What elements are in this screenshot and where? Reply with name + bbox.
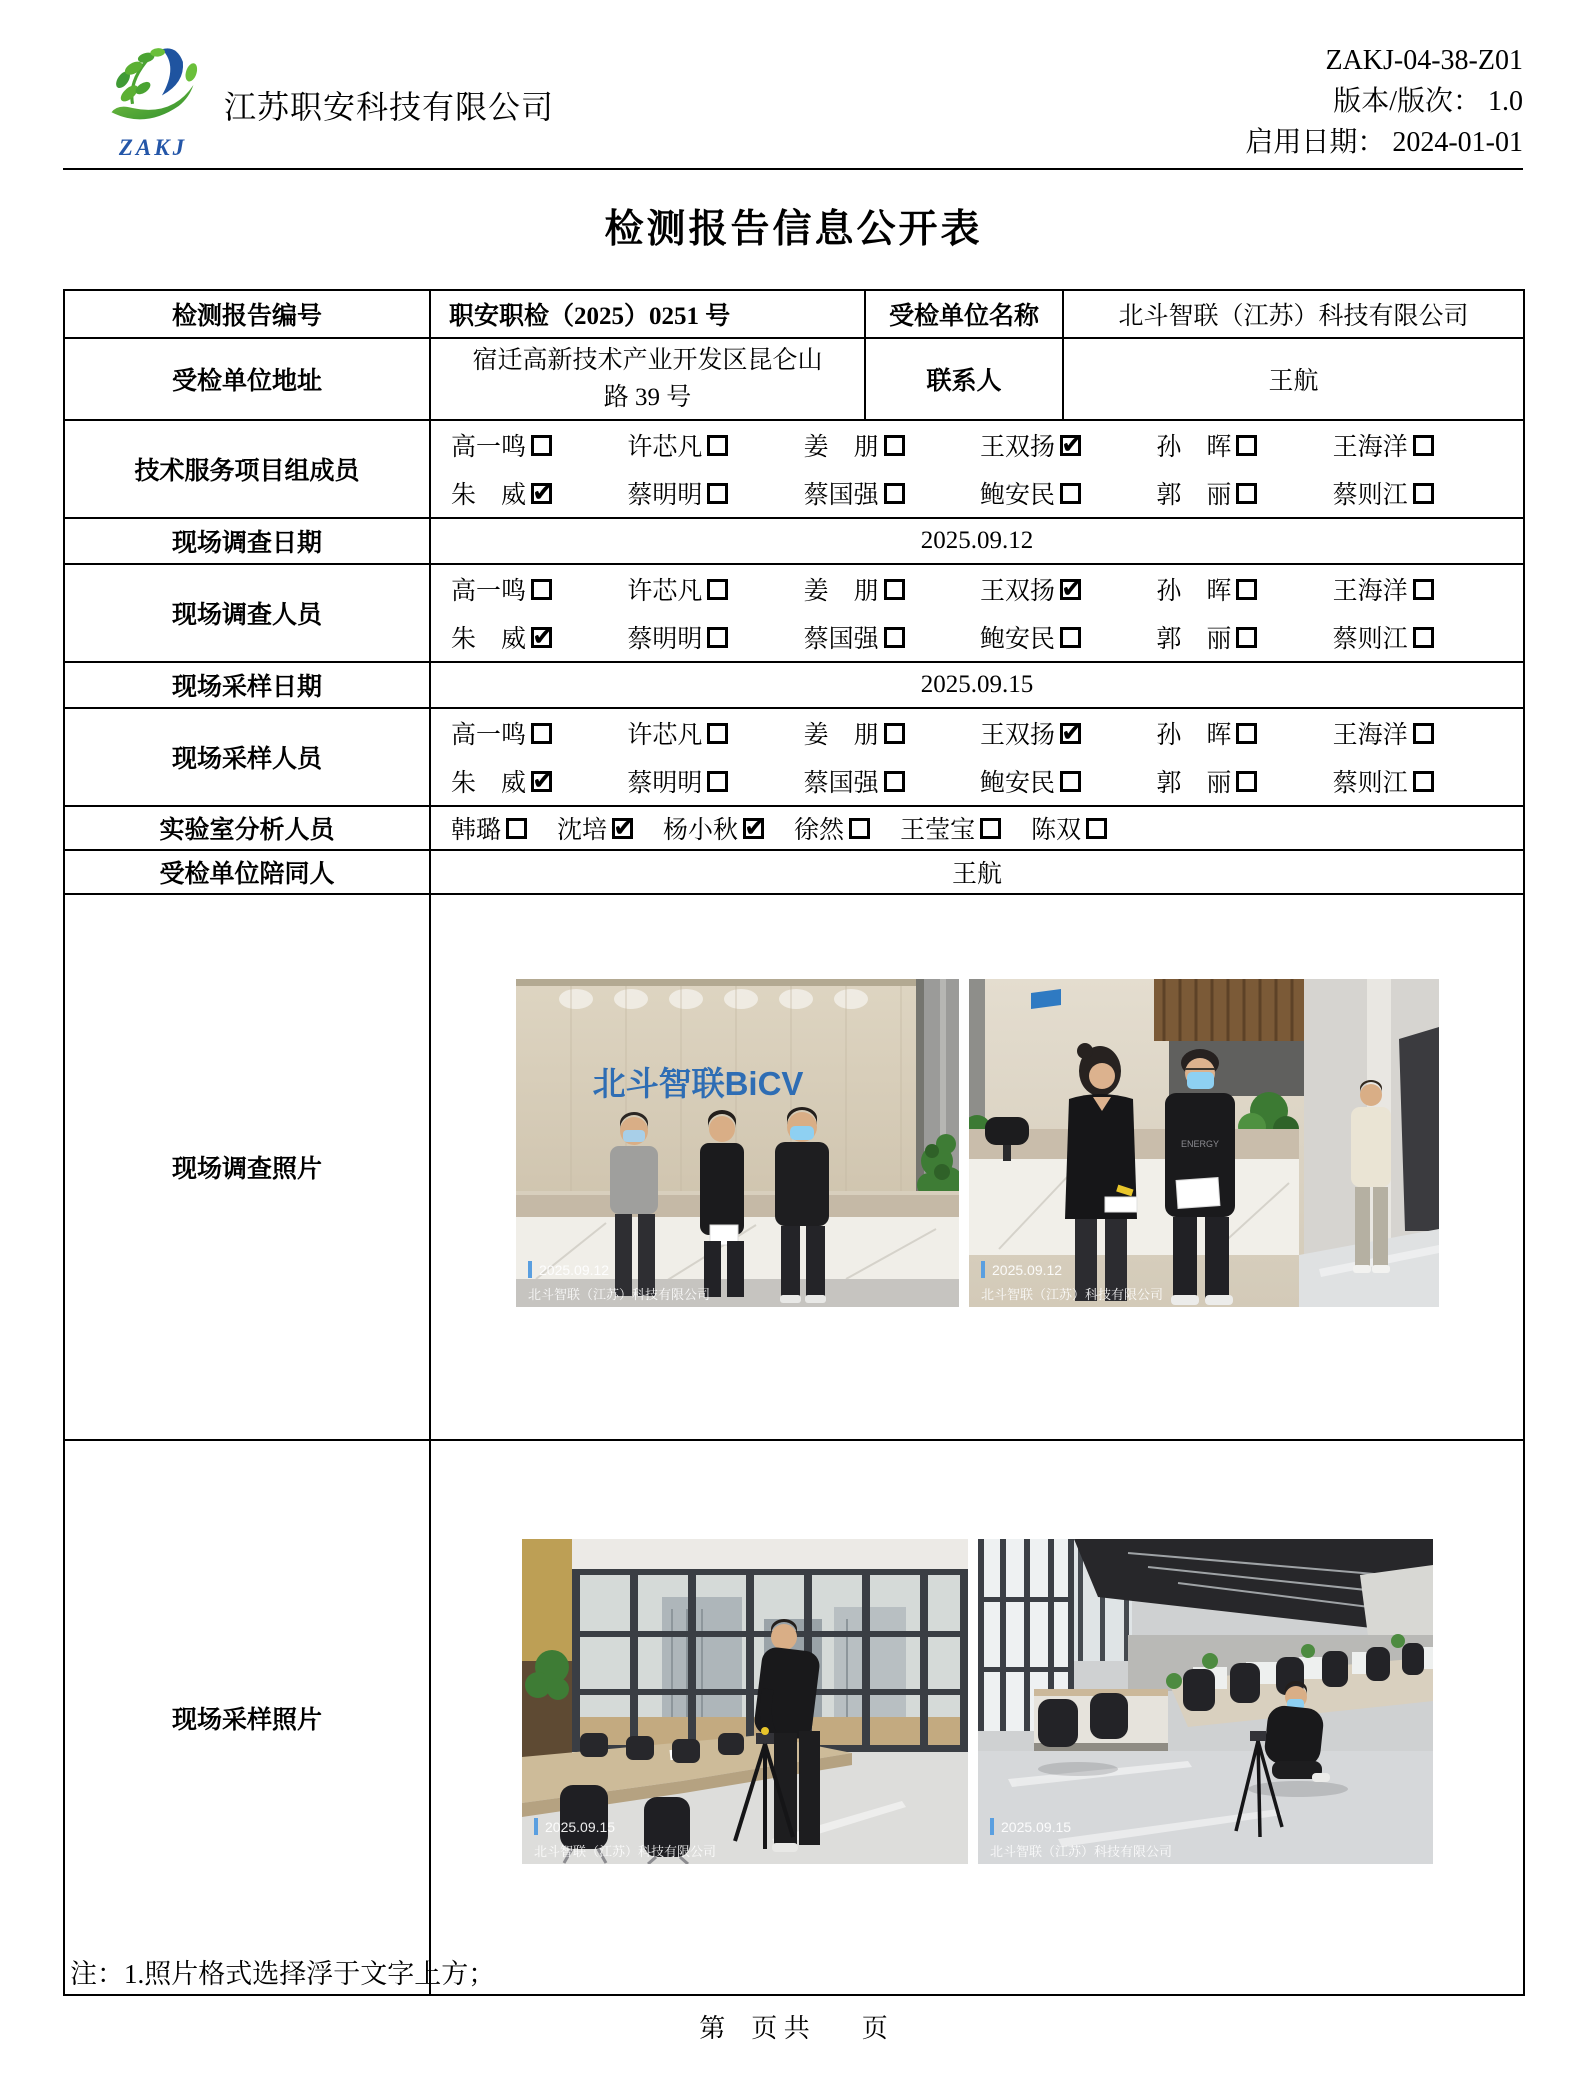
staff-name: 许芯凡 [627,578,703,605]
photo-company-watermark: 北斗智联（江苏）科技有限公司 [527,1287,710,1302]
staff-checkbox [884,579,905,600]
row-lab-staff [64,806,1524,850]
doc-code: ZAKJ-04-38-Z01 [1325,45,1523,76]
unit-name-label: 受检单位名称 [865,290,1063,338]
lab-staff-option [557,810,633,846]
staff-name: 孙 晖 [1156,578,1232,605]
staff-checkbox [1060,435,1081,456]
staff-option [804,427,980,463]
lab-staff-option [1031,810,1107,846]
staff-checkbox [531,483,552,504]
sampling-photos-label: 现场采样照片 [64,1440,430,1995]
photo-date-watermark: 2025.09.15 [1000,1819,1071,1835]
photo-company-watermark: 北斗智联（江苏）科技有限公司 [980,1287,1163,1302]
staff-option [1333,619,1509,655]
staff-checkbox [884,435,905,456]
report-no-value: 职安职检（2025）0251 号 [430,290,865,338]
address-value: 宿迁高新技术产业开发区昆仑山路 39 号 [430,338,865,420]
staff-name: 蔡则江 [1332,626,1408,653]
survey-photos-cell [430,894,1524,1440]
address-label: 受检单位地址 [64,338,430,420]
staff-name: 蔡国强 [803,482,879,509]
staff-option [1333,427,1509,463]
staff-name: 王双扬 [979,722,1055,749]
staff-option [1156,571,1332,607]
lab-staff-option [451,810,527,846]
photo-date-watermark: 2025.09.12 [538,1262,609,1278]
lab-staff-name: 韩璐 [451,817,502,844]
doc-version: 版本/版次： 1.0 [1333,86,1523,117]
sampling-photo-office [978,1539,1433,1864]
survey-staff-label: 现场调查人员 [64,564,430,662]
staff-name: 郭 丽 [1156,770,1232,797]
staff-option [1333,571,1509,607]
photo-company-watermark: 北斗智联（江苏）科技有限公司 [533,1844,716,1859]
sampling-date-label: 现场采样日期 [64,662,430,708]
staff-name: 姜 朋 [803,578,879,605]
staff-checkbox [531,771,552,792]
staff-checkbox [1236,435,1257,456]
logo-text: ZAKJ [118,135,188,160]
staff-name: 许芯凡 [627,722,703,749]
contact-label: 联系人 [865,338,1063,420]
staff-name: 蔡明明 [627,770,703,797]
company-logo [98,38,208,161]
staff-option [451,427,627,463]
staff-checkbox [1236,579,1257,600]
staff-checkbox [707,627,728,648]
lab-staff-name: 陈双 [1031,817,1082,844]
sampling-staff-cell [430,708,1524,806]
staff-checkbox [707,483,728,504]
staff-option [1156,427,1332,463]
sampling-photo-strip [431,1539,1523,1864]
survey-staff-cell [430,564,1524,662]
staff-option [627,619,803,655]
row-survey-photos [64,894,1524,1440]
staff-option [451,715,627,751]
staff-option [980,475,1156,511]
staff-option [1333,475,1509,511]
staff-option [804,715,980,751]
staff-checkbox [1060,579,1081,600]
team-members-cell [430,420,1524,518]
staff-name: 蔡国强 [803,770,879,797]
staff-name: 王双扬 [979,434,1055,461]
row-sampling-photos [64,1440,1524,1995]
staff-checkbox [1413,435,1434,456]
row-sampling-date [64,662,1524,708]
staff-checkbox [531,723,552,744]
staff-name: 朱 威 [451,626,527,653]
staff-checkbox [531,579,552,600]
lab-staff-checkbox [1086,818,1107,839]
sampling-date-value: 2025.09.15 [430,662,1524,708]
staff-checkbox [1413,483,1434,504]
company-name: 江苏职安科技有限公司 [224,89,555,125]
lab-staff-checkbox [849,818,870,839]
staff-checkbox [1413,627,1434,648]
staff-name: 蔡则江 [1332,770,1408,797]
staff-name: 孙 晖 [1156,722,1232,749]
photo-company-watermark: 北斗智联（江苏）科技有限公司 [989,1844,1172,1859]
staff-name: 郭 丽 [1156,482,1232,509]
staff-name: 蔡明明 [627,626,703,653]
staff-checkbox [707,723,728,744]
staff-checkbox [707,771,728,792]
team-label: 技术服务项目组成员 [64,420,430,518]
sampling-staff-label: 现场采样人员 [64,708,430,806]
staff-name: 高一鸣 [451,578,527,605]
lab-staff-name: 徐然 [794,817,845,844]
staff-checkbox [884,627,905,648]
staff-option [1156,475,1332,511]
staff-name: 朱 威 [451,482,527,509]
team-checkbox-grid [431,421,1523,517]
document-meta [1245,40,1523,163]
staff-name: 王海洋 [1332,578,1408,605]
staff-name: 朱 威 [451,770,527,797]
staff-name: 鲍安民 [979,770,1055,797]
page-number-footer: 第 页 共 页 [699,2014,888,2043]
staff-option [980,763,1156,799]
staff-name: 孙 晖 [1156,434,1232,461]
lab-staff-checkbox [612,818,633,839]
staff-option [804,475,980,511]
staff-option [627,763,803,799]
survey-date-label: 现场调查日期 [64,518,430,564]
row-survey-date [64,518,1524,564]
unit-name-value: 北斗智联（江苏）科技有限公司 [1063,290,1524,338]
lab-staff-option [794,810,870,846]
staff-name: 蔡国强 [803,626,879,653]
lab-staff-checkbox [506,818,527,839]
companion-value: 王航 [430,850,1524,894]
staff-option [451,475,627,511]
lab-checkbox-row [431,810,1523,846]
page-title: 检测报告信息公开表 [604,208,983,251]
row-companion [64,850,1524,894]
staff-checkbox [1060,771,1081,792]
staff-option [627,427,803,463]
staff-name: 姜 朋 [803,434,879,461]
staff-checkbox [1236,483,1257,504]
companion-label: 受检单位陪同人 [64,850,430,894]
staff-name: 蔡明明 [627,482,703,509]
staff-name: 许芯凡 [627,434,703,461]
staff-name: 高一鸣 [451,722,527,749]
staff-checkbox [531,435,552,456]
staff-option [627,715,803,751]
doc-start-date: 启用日期： 2024-01-01 [1245,127,1523,158]
lab-staff-option [663,810,764,846]
sampling-photo-conference [522,1539,968,1864]
staff-checkbox [1060,627,1081,648]
footnote: 注：1.照片格式选择浮于文字上方； [70,1959,496,1989]
lab-staff-name: 王莹宝 [900,817,976,844]
lab-staff-name: 沈培 [557,817,608,844]
lab-staff-label: 实验室分析人员 [64,806,430,850]
survey-date-value: 2025.09.12 [430,518,1524,564]
lab-staff-name: 杨小秋 [663,817,739,844]
staff-option [1333,763,1509,799]
staff-checkbox [1236,723,1257,744]
survey-photo-lobby [516,979,959,1307]
staff-option [451,571,627,607]
contact-value: 王航 [1063,338,1524,420]
photo-date-watermark: 2025.09.15 [544,1819,615,1835]
staff-name: 姜 朋 [803,722,879,749]
staff-option [627,475,803,511]
sampling-photos-cell [430,1440,1524,1995]
lab-staff-cell [430,806,1524,850]
survey-photo-strip [431,979,1523,1307]
staff-name: 高一鸣 [451,434,527,461]
shirt-text: ENERGY [1180,1139,1219,1149]
staff-checkbox [884,483,905,504]
staff-option [980,715,1156,751]
survey-photo-reception [969,979,1439,1307]
staff-name: 鲍安民 [979,482,1055,509]
staff-checkbox [884,771,905,792]
staff-checkbox [707,579,728,600]
staff-checkbox [1060,723,1081,744]
staff-checkbox [1413,579,1434,600]
staff-checkbox [884,723,905,744]
sampling-checkbox-grid [431,709,1523,805]
report-info-table [63,289,1525,1996]
staff-option [1333,715,1509,751]
staff-option [980,427,1156,463]
lab-staff-option [900,810,1001,846]
staff-name: 王海洋 [1332,722,1408,749]
row-team-members [64,420,1524,518]
staff-checkbox [1413,771,1434,792]
staff-name: 鲍安民 [979,626,1055,653]
staff-option [451,619,627,655]
staff-option [980,571,1156,607]
row-address [64,338,1524,420]
staff-name: 王海洋 [1332,434,1408,461]
staff-checkbox [531,627,552,648]
lab-staff-checkbox [980,818,1001,839]
staff-option [804,619,980,655]
staff-option [627,571,803,607]
row-report-no [64,290,1524,338]
staff-checkbox [1236,771,1257,792]
leaf-swoosh-logo-icon [101,38,206,134]
staff-option [1156,763,1332,799]
row-sampling-staff [64,708,1524,806]
staff-option [451,763,627,799]
staff-checkbox [1236,627,1257,648]
header-divider [63,168,1523,170]
lab-staff-checkbox [743,818,764,839]
staff-checkbox [1413,723,1434,744]
staff-name: 王双扬 [979,578,1055,605]
row-survey-staff [64,564,1524,662]
staff-checkbox [707,435,728,456]
report-no-label: 检测报告编号 [64,290,430,338]
staff-option [804,571,980,607]
staff-option [980,619,1156,655]
survey-checkbox-grid [431,565,1523,661]
staff-option [1156,715,1332,751]
lobby-sign-text: 北斗智联BiCV [592,1065,803,1102]
staff-name: 郭 丽 [1156,626,1232,653]
photo-date-watermark: 2025.09.12 [991,1262,1062,1278]
staff-option [1156,619,1332,655]
staff-option [804,763,980,799]
staff-name: 蔡则江 [1332,482,1408,509]
staff-checkbox [1060,483,1081,504]
survey-photos-label: 现场调查照片 [64,894,430,1440]
